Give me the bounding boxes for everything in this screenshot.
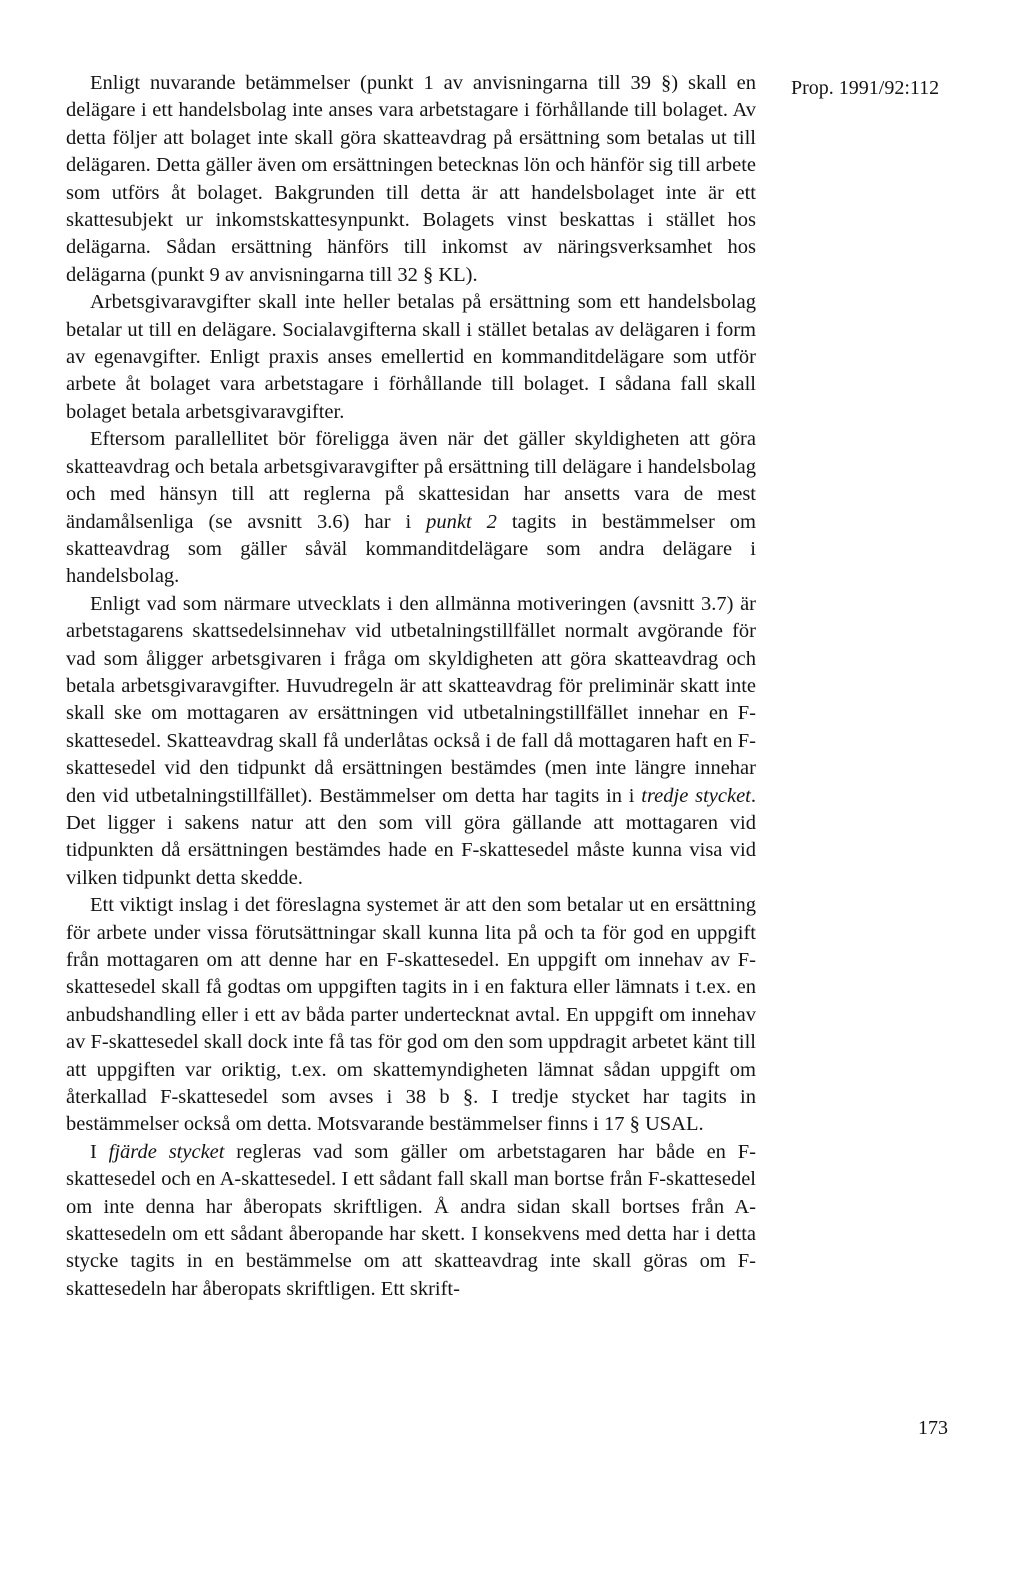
proposition-reference: Prop. 1991/92:112 [791,77,940,99]
paragraph-text: Enligt vad som närmare utvecklats i den allmänna motiveringen (avsnitt 3.7) är arbetstagarens skattsedelsinnehav vid utbetalningstillfället normalt avgörande för vad som åligger arbetsgivaren i fråga om skyldigheten att göra skatteavdrag och betala arbetsgivaravgifter. Huvudregeln är att skatteavdrag för preliminär skatt inte skall ske om mottagaren av ersättningen vid utbetalningstillfället innehar en F-skattesedel. Skatteavdrag skall få underlåtas också i de fall då mottagaren haft en F-skattesedel vid den tidpunkt då ersättningen bestämdes (men inte längre innehar den vid utbetalningstillfället). Bestämmelser om detta har tagits in i [66,592,756,807]
paragraph-5 [66,892,756,1139]
page-number: 173 [918,1417,948,1439]
italic-term: tredje stycket [641,784,751,807]
paragraph-text: Ett viktigt inslag i det föreslagna systemet är att den som betalar ut en ersättning för arbete under vissa förutsättningar skall kunna lita på och ta för god en uppgift från mottagaren om att denne har en F-skattesedel. En uppgift om innehav av F-skattesedel skall få godtas om uppgiften tagits in i en faktura eller lämnats i t.ex. en anbudshandling eller i ett av båda parter undertecknat avtal. En uppgift om innehav av F-skattesedel skall dock inte få tas för god om den som uppdragit arbetet känt till att uppgiften var oriktig, t.ex. om skattemyndigheten lämnat sådan uppgift om återkallad F-skattesedel som avses i 38 b §. I tredje stycket har tagits in bestämmelser också om detta. Motsvarande bestämmelser finns i 17 § USAL. [66,894,756,1136]
paragraph-2 [66,289,756,426]
paragraph-4 [66,591,756,892]
paragraph-3 [66,426,756,590]
paragraph-text: regleras vad som gäller om arbetstagaren har både en F-skattesedel och en A-skattesedel. I ett sådant fall skall man bortse från F-skattesedel om inte denna har åberopats skriftligen. Å andra sidan skall bortses från A-skattesedeln om ett sådant åberopande har skett. I konsekvens med detta har i detta stycke tagits in en bestämmelse om att skatteavdrag inte skall göras om F-skattesedeln har åberopats skriftligen. Ett skrift- [66,1140,756,1300]
paragraph-text: Arbetsgivaravgifter skall inte heller betalas på ersättning som ett handelsbolag betalar ut till en delägare. Socialavgifterna skall i stället betalas av delägaren i form av egenavgifter. Enligt praxis anses emellertid en kommanditdelägare som utför arbete åt bolaget vara arbetstagare i förhållande till bolaget. I sådana fall skall bolaget betala arbetsgivaravgifter. [66,291,756,423]
paragraph-1 [66,70,756,289]
paragraph-text: I [90,1140,109,1163]
paragraph-text: tagits in bestämmelser om skatteavdrag som gäller såväl kommanditdelägare som andra delägare i handelsbolag. [66,510,757,588]
italic-term: punkt 2 [426,510,497,533]
paragraph-6 [66,1139,756,1303]
italic-term: fjärde stycket [108,1140,225,1163]
body-text [66,70,756,1303]
paragraph-text: . Det ligger i sakens natur att den som vill göra gällande att mottagaren vid tidpunkten då ersättningen bestämdes hade en F-skattesedel måste kunna visa vid vilken tidpunkt detta skedde. [66,784,756,889]
paragraph-text: Eftersom parallellitet bör föreligga även när det gäller skyldigheten att göra skatteavdrag och betala arbetsgivaravgifter på ersättning till delägare i handelsbolag och med hänsyn till att reglerna på skattesidan har ansetts vara de mest ändamålsenliga (se avsnitt 3.6) har i [66,428,756,533]
paragraph-text: Enligt nuvarande betämmelser (punkt 1 av anvisningarna till 39 §) skall en delägare i ett handelsbolag inte anses vara arbetstagare i förhållande till bolaget. Av detta följer att bolaget inte skall göra skatteavdrag på ersättning som betalas ut till delägaren. Detta gäller även om ersättningen betecknas lön och hänför sig till arbete som utförs åt bolaget. Bakgrunden till detta är att handelsbolaget inte är ett skattesubjekt ur inkomstskattesynpunkt. Bolagets vinst beskattas i stället hos delägarna. Sådan ersättning hänförs till inkomst av näringsverksamhet hos delägarna (punkt 9 av anvisningarna till 32 § KL). [66,72,756,286]
